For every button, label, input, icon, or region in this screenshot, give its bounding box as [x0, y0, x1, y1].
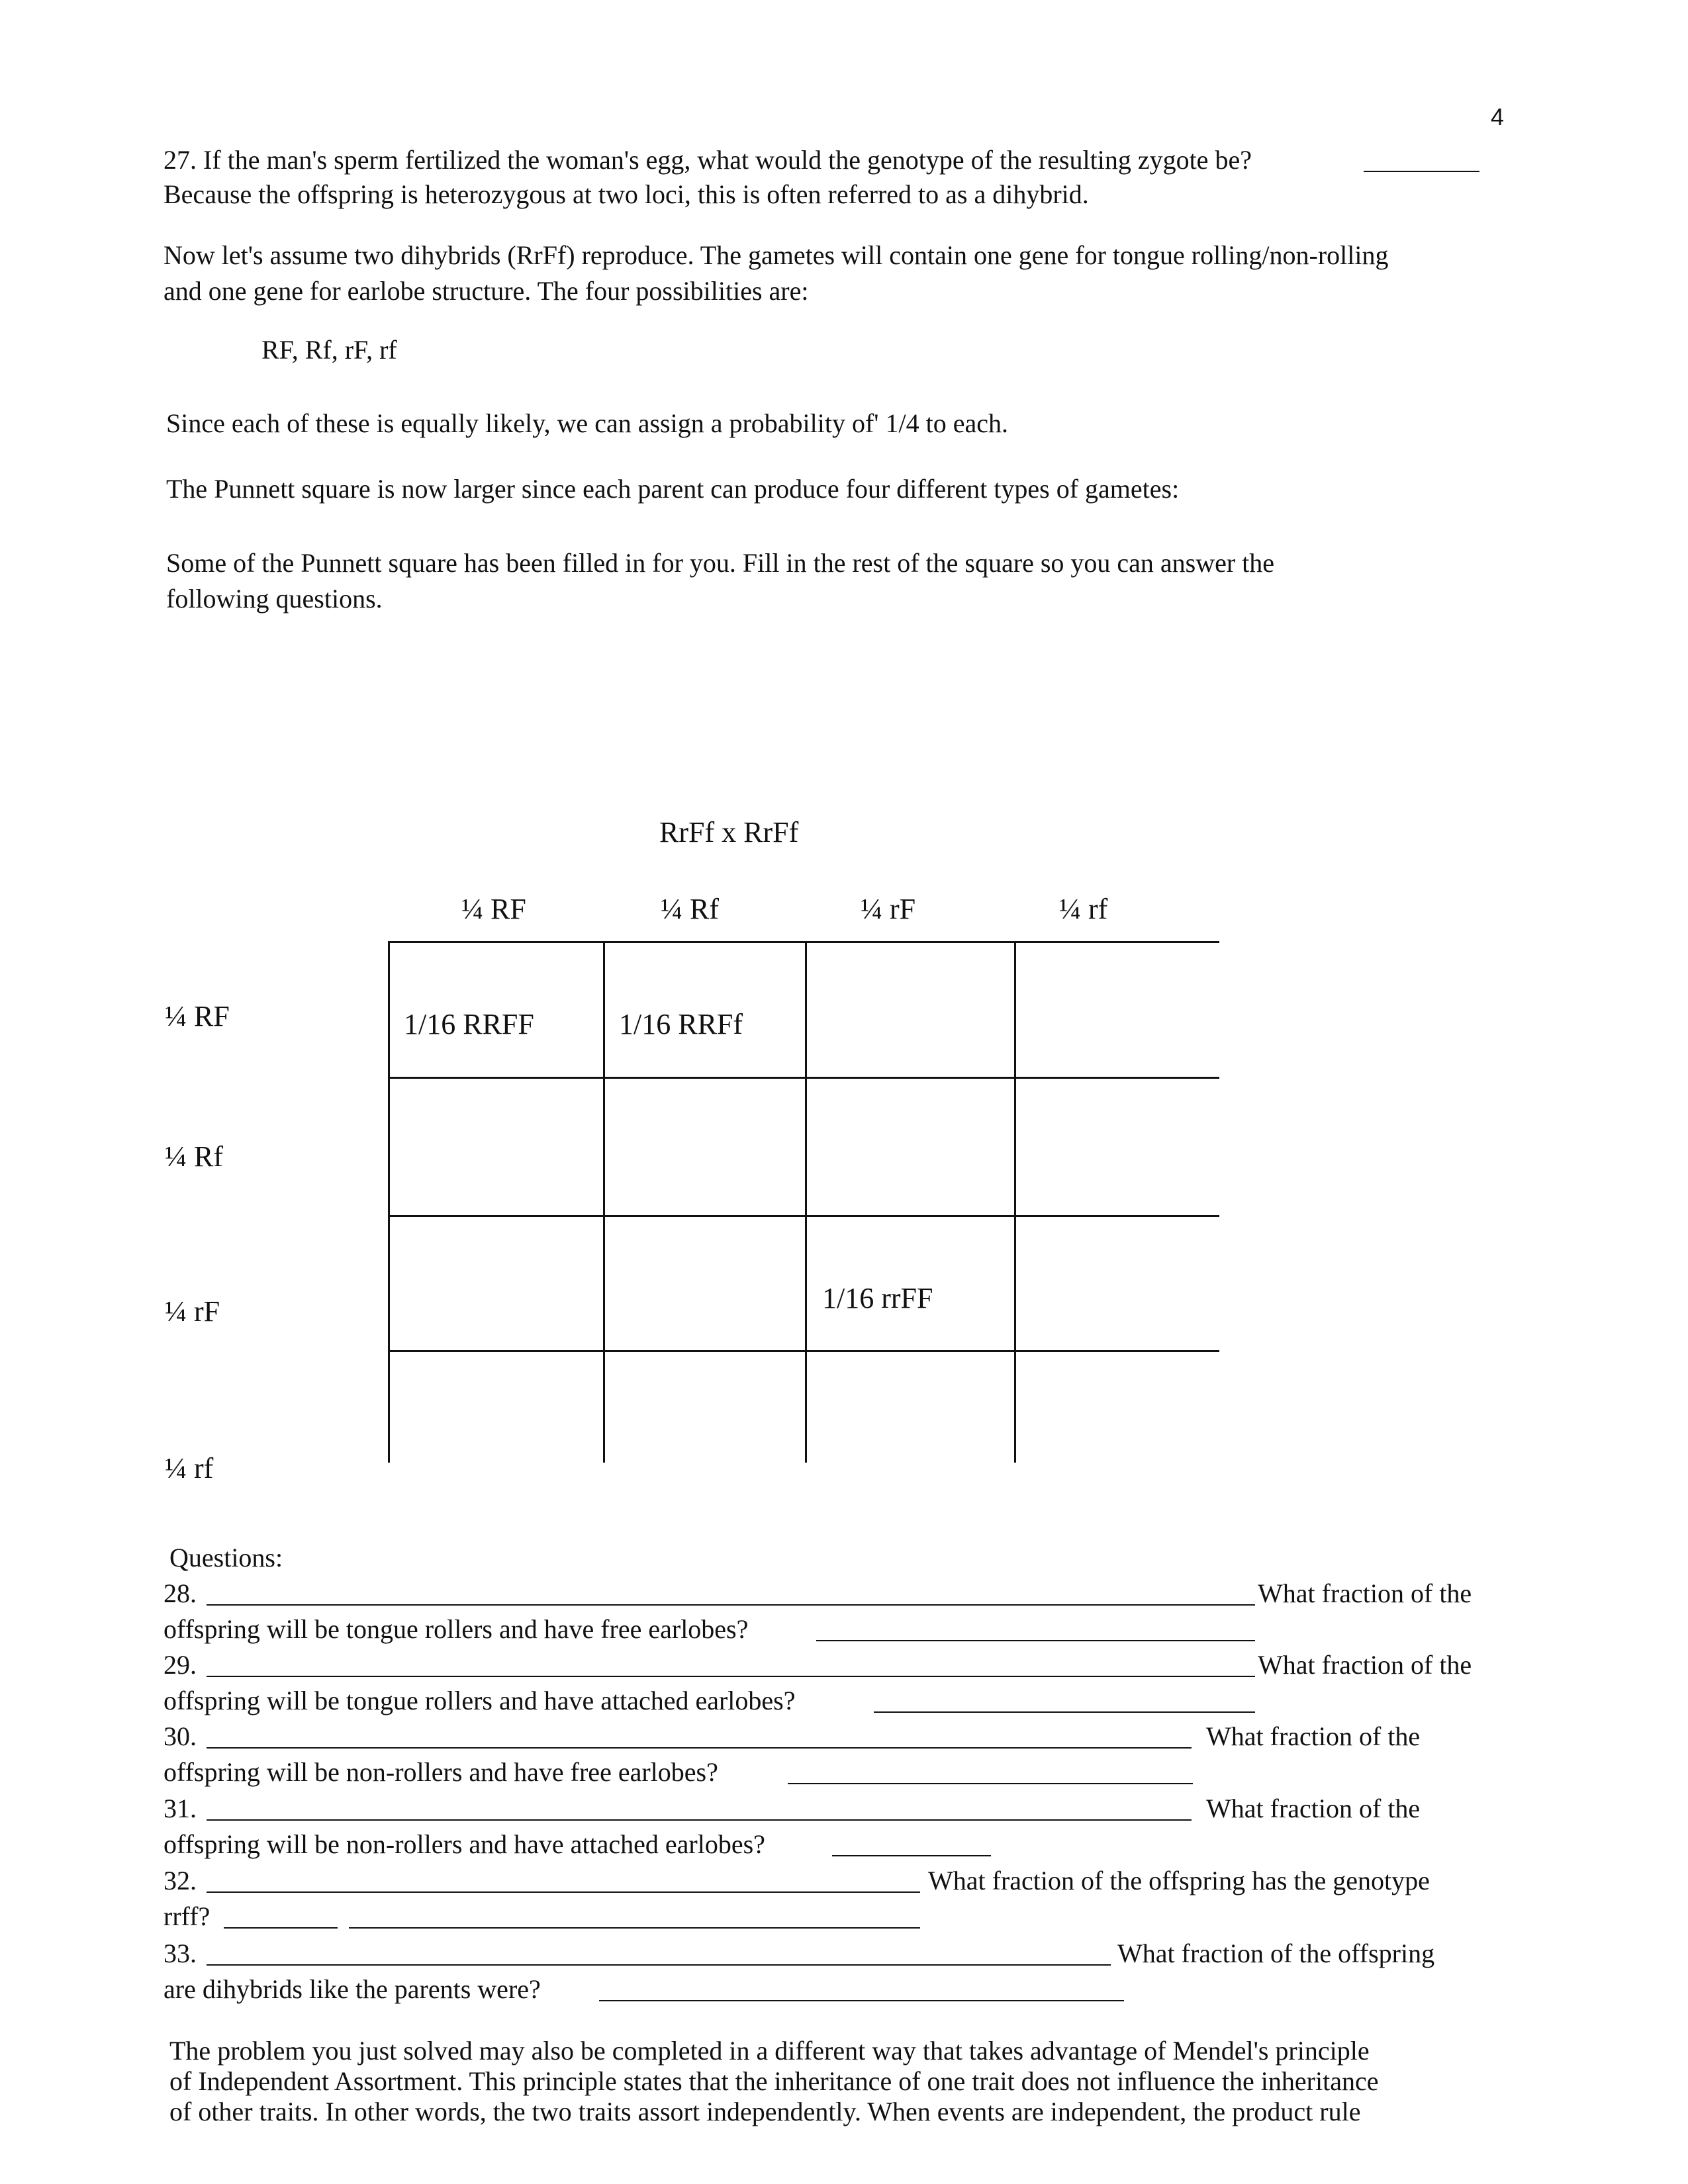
probability-text: Since each of these is equally likely, we can assign a probability of' 1/4 to each. [166, 408, 1008, 438]
q29-prompt-cont: offspring will be tongue rollers and have attached earlobes? [164, 1686, 796, 1715]
grid-line-v3 [805, 941, 807, 1463]
q29-number: 29. [164, 1650, 197, 1680]
q33-prompt: What fraction of the offspring [1117, 1938, 1435, 1968]
q29-answer-line[interactable] [874, 1711, 1255, 1713]
q31-number: 31. [164, 1794, 197, 1823]
q30-number: 30. [164, 1721, 197, 1751]
q29-prompt: What fraction of the [1258, 1650, 1472, 1680]
questions-heading: Questions: [169, 1543, 283, 1572]
page-number: 4 [1491, 103, 1505, 130]
grid-line-h1 [388, 941, 1219, 943]
q32-extra-line[interactable] [349, 1927, 920, 1929]
row-header-Rf: ¼ Rf [165, 1140, 223, 1173]
q28-work-line[interactable] [207, 1604, 1255, 1606]
q27-line2: Because the offspring is heterozygous at two loci, this is often referred to as a dihybrid. [164, 179, 1089, 209]
row-header-RF: ¼ RF [165, 1000, 230, 1032]
cell-RRFF: 1/16 RRFF [404, 1008, 534, 1040]
fill-instructions-line1: Some of the Punnett square has been filled in for you. Fill in the rest of the square so you can answer the [166, 548, 1275, 578]
q30-prompt-cont: offspring will be non-rollers and have free earlobes? [164, 1757, 718, 1787]
q31-answer-line[interactable] [832, 1855, 991, 1856]
q32-answer-line[interactable] [224, 1927, 338, 1929]
q31-work-line[interactable] [207, 1819, 1192, 1821]
punnett-cross-label: RrFf x RrFf [659, 816, 799, 848]
q28-prompt: What fraction of the [1258, 1578, 1472, 1608]
grid-line-v2 [603, 941, 605, 1463]
fill-instructions-line2: following questions. [166, 584, 383, 614]
q27-line1: 27. If the man's sperm fertilized the woman's egg, what would the genotype of the resulting zygote be? [164, 145, 1252, 175]
cell-RRFf: 1/16 RRFf [619, 1008, 743, 1040]
grid-line-h4 [388, 1350, 1219, 1352]
grid-line-v1 [388, 941, 390, 1463]
row-header-rf: ¼ rf [165, 1452, 214, 1484]
q33-answer-line[interactable] [599, 2000, 1124, 2001]
col-header-rf: ¼ rf [1059, 893, 1108, 925]
q32-number: 32. [164, 1866, 197, 1895]
q30-work-line[interactable] [207, 1747, 1192, 1749]
q33-prompt-cont: are dihybrids like the parents were? [164, 1974, 541, 2004]
q33-work-line[interactable] [207, 1964, 1111, 1966]
q28-answer-line[interactable] [816, 1640, 1255, 1641]
intro-line1: Now let's assume two dihybrids (RrFf) reproduce. The gametes will contain one gene for tongue rolling/non-rolling [164, 240, 1389, 270]
q28-number: 28. [164, 1578, 197, 1608]
row-header-rF: ¼ rF [165, 1295, 220, 1328]
grid-line-h3 [388, 1215, 1219, 1217]
q31-prompt: What fraction of the [1206, 1794, 1421, 1823]
q32-prompt: What fraction of the offspring has the genotype [928, 1866, 1430, 1895]
q30-prompt: What fraction of the [1206, 1721, 1421, 1751]
gamete-list: RF, Rf, rF, rf [261, 335, 397, 365]
q32-prompt-cont: rrff? [164, 1901, 211, 1931]
q27-answer-line[interactable] [1364, 171, 1479, 172]
q30-answer-line[interactable] [788, 1783, 1193, 1784]
intro-line2: and one gene for earlobe structure. The four possibilities are: [164, 276, 809, 306]
col-header-rF: ¼ rF [861, 893, 916, 925]
q32-work-line[interactable] [207, 1891, 920, 1893]
q31-prompt-cont: offspring will be non-rollers and have attached earlobes? [164, 1829, 765, 1859]
grid-line-v4 [1014, 941, 1016, 1463]
grid-line-h2 [388, 1077, 1219, 1079]
col-header-Rf: ¼ Rf [661, 893, 719, 925]
closing-line3: of other traits. In other words, the two traits assort independently. When events are independent, the product rule [169, 2097, 1361, 2126]
q33-number: 33. [164, 1938, 197, 1968]
q28-prompt-cont: offspring will be tongue rollers and have free earlobes? [164, 1614, 749, 1644]
closing-line1: The problem you just solved may also be completed in a different way that takes advantage of Mendel's principle [169, 2036, 1370, 2066]
closing-line2: of Independent Assortment. This principle states that the inheritance of one trait does not influence the inheritance [169, 2066, 1379, 2096]
q29-work-line[interactable] [207, 1676, 1255, 1677]
col-header-RF: ¼ RF [461, 893, 526, 925]
cell-rrFF: 1/16 rrFF [822, 1282, 933, 1314]
punnett-larger-text: The Punnett square is now larger since each parent can produce four different types of gametes: [166, 474, 1180, 504]
